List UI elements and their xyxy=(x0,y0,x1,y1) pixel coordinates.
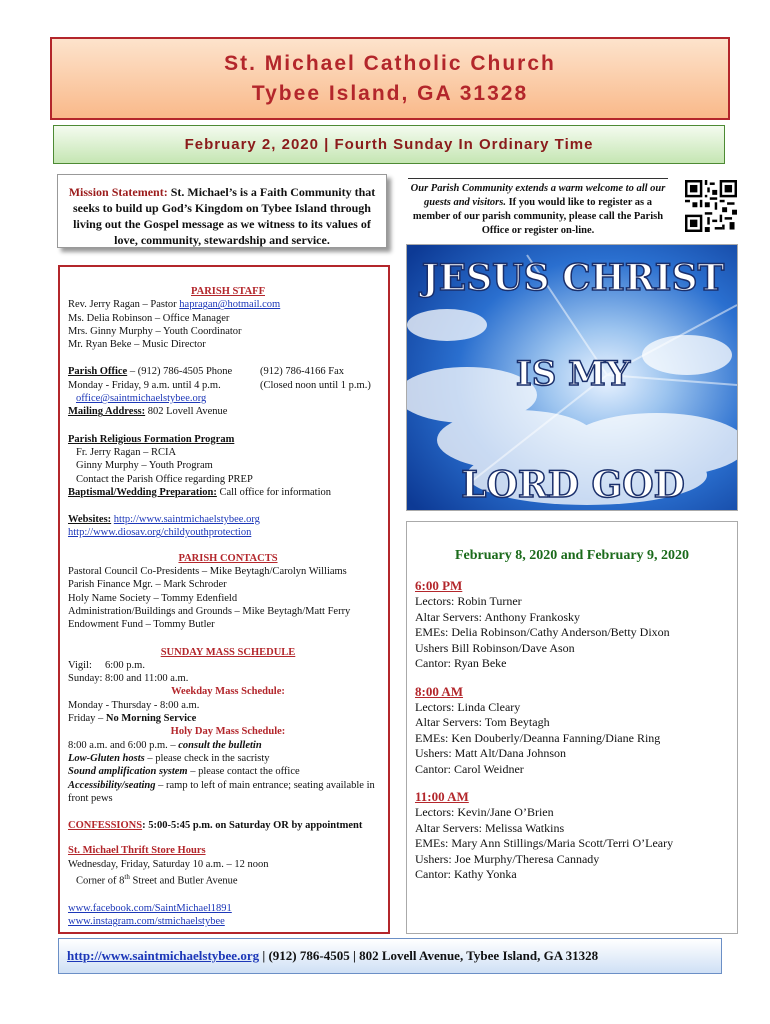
holy-day-note: consult the bulletin xyxy=(178,739,262,751)
mass-block-6pm xyxy=(415,578,729,672)
formation-title: Parish Religious Formation Program xyxy=(68,433,235,445)
vigil-time: Vigil: 6:00 p.m. xyxy=(68,659,145,671)
gluten-value: – please check in the sacristy xyxy=(144,752,270,764)
schedule-line: Cantor: Carol Weidner xyxy=(415,761,524,776)
sunday-time: Sunday: 8:00 and 11:00 a.m. xyxy=(68,673,189,685)
footer-address: | 802 Lovell Avenue, Tybee Island, GA 31328 xyxy=(352,948,599,963)
date-band: February 2, 2020 | Fourth Sunday In Ordinary Time xyxy=(53,125,725,164)
sound-label: Sound amplification system xyxy=(68,766,188,778)
confessions-label: CONFESSIONS xyxy=(68,820,143,832)
schedule-line: Ushers: Matt Alt/Dana Johnson xyxy=(415,746,566,760)
baptism-value: Call office for information xyxy=(216,486,331,498)
welcome-italic: Our Parish Community extends a warm welcome to all our guests and visitors. xyxy=(410,183,666,208)
websites xyxy=(68,513,388,526)
mission-text: St. Michael’s is a Faith Community that seeks to build up God’s Kingdom on Tybee Island through living out the Gospel message as we witness to its values of love, community, stewardship and service. xyxy=(73,185,376,247)
mailing-label: Mailing Address: xyxy=(68,406,146,418)
accessibility-info xyxy=(68,779,388,806)
formation-item: Ginny Murphy – Youth Program xyxy=(76,460,213,472)
friday-time xyxy=(68,712,388,725)
mailing-value: 802 Lovell Avenue xyxy=(145,406,228,418)
welcome-rest: If you would like to register as a member of our parish community, please call the Parish Office or register on-line. xyxy=(412,197,664,236)
schedule-line: Altar Servers: Anthony Frankosky xyxy=(415,609,580,624)
friday-label: Friday – xyxy=(68,713,106,725)
office-phone-row xyxy=(68,365,388,378)
header-banner xyxy=(50,37,730,120)
pastor-label: Rev. Jerry Ragan – Pastor xyxy=(68,299,180,311)
mass-time: 6:00 PM xyxy=(415,578,463,593)
qr-code-icon[interactable] xyxy=(685,180,737,232)
thrift-hours: Wednesday, Friday, Saturday 10 a.m. – 12 noon xyxy=(68,858,269,870)
contact-item: Pastoral Council Co-Presidents – Mike Beytagh/Carolyn Williams xyxy=(68,566,347,578)
facebook-link[interactable]: www.facebook.com/SaintMichael1891 xyxy=(68,902,232,914)
mass-time: 8:00 AM xyxy=(415,683,464,699)
schedule-line: Cantor: Ryan Beke xyxy=(415,656,507,670)
weekday-title: Weekday Mass Schedule: xyxy=(171,686,285,698)
office-phone: – (912) 786-4505 Phone xyxy=(127,366,233,378)
confessions-info xyxy=(68,819,388,832)
schedule-line: Ushers: Joe Murphy/Theresa Cannady xyxy=(415,851,600,866)
confessions-value: : 5:00-5:45 p.m. on Saturday OR by appointment xyxy=(142,820,363,832)
staff-member: Ms. Delia Robinson – Office Manager xyxy=(68,312,230,324)
staff-member: Mrs. Ginny Murphy – Youth Coordinator xyxy=(68,325,242,337)
access-label: Accessibility/seating xyxy=(68,779,156,791)
contact-item: Administration/Buildings and Grounds – Mike Beytagh/Matt Ferry xyxy=(68,605,351,617)
website-link-1[interactable]: http://www.saintmichaelstybee.org xyxy=(113,514,260,526)
contact-item: Parish Finance Mgr. – Mark Schroder xyxy=(68,579,227,591)
mailing-address xyxy=(68,405,388,418)
schedule-line: Ushers Bill Robinson/Dave Ason xyxy=(415,640,575,655)
schedule-line: Lectors: Kevin/Jane O’Brien xyxy=(415,805,554,819)
contact-item: Holy Name Society – Tommy Edenfield xyxy=(68,592,238,604)
holy-day-label: 8:00 a.m. and 6:00 p.m. – xyxy=(68,739,179,751)
church-location: Tybee Island, GA 31328 xyxy=(251,82,529,105)
welcome-text xyxy=(408,178,668,238)
formation-item: Contact the Parish Office regarding PREP xyxy=(76,473,253,485)
holy-day-title: Holy Day Mass Schedule: xyxy=(170,726,286,738)
sound-value: – please contact the office xyxy=(187,766,300,778)
staff-pastor xyxy=(68,298,388,311)
access-value: – ramp to left of main entrance; seating available in front pews xyxy=(68,779,375,804)
office-email-link[interactable]: office@saintmichaelstybee.org xyxy=(76,393,207,405)
mission-label: Mission Statement: xyxy=(68,185,168,199)
jesus-christ-image xyxy=(406,244,738,511)
holy-day-time xyxy=(68,739,388,752)
schedule-title: February 8, 2020 and February 9, 2020 xyxy=(454,548,690,563)
website-link-2[interactable]: http://www.diosav.org/childyouthprotection xyxy=(68,527,252,539)
thrift-title: St. Michael Thrift Store Hours xyxy=(68,845,206,857)
staff-member: Mr. Ryan Beke – Music Director xyxy=(68,339,206,351)
baptism-label: Baptismal/Wedding Preparation: xyxy=(68,486,217,498)
mass-time: 11:00 AM xyxy=(415,789,469,804)
mass-block-11am xyxy=(415,789,729,883)
thrift-address-post: Street and Butler Avenue xyxy=(129,875,238,887)
footer-bar xyxy=(58,938,722,974)
office-label: Parish Office xyxy=(68,366,128,378)
schedule-line: EMEs: Ken Douberly/Deanna Fanning/Diane Ring xyxy=(415,730,661,745)
mass-schedule-title: SUNDAY MASS SCHEDULE xyxy=(160,646,296,658)
contact-item: Endowment Fund – Tommy Butler xyxy=(68,619,215,631)
sound-info xyxy=(68,765,388,778)
schedule-line: EMEs: Mary Ann Stillings/Maria Scott/Terri O’Leary xyxy=(415,836,674,850)
schedule-line: Altar Servers: Melissa Watkins xyxy=(415,820,565,835)
baptism-info xyxy=(68,486,388,499)
thrift-address-sup: th xyxy=(124,872,130,881)
formation-item: Fr. Jerry Ragan – RCIA xyxy=(76,446,177,458)
mission-statement xyxy=(57,174,387,248)
contacts-title: PARISH CONTACTS xyxy=(178,552,278,564)
office-hours-row xyxy=(68,379,388,392)
thrift-address-pre: Corner of 8 xyxy=(76,875,125,887)
footer-phone: | (912) 786-4505 xyxy=(262,948,350,963)
photo-line-1: JESUS CHRIST xyxy=(421,257,725,299)
photo-line-3: LORD GOD xyxy=(461,464,685,506)
pastor-email-link[interactable]: hapragan@hotmail.com xyxy=(179,299,281,311)
schedule-line: EMEs: Delia Robinson/Cathy Anderson/Betty Dixon xyxy=(415,625,670,639)
schedule-line: Lectors: Robin Turner xyxy=(415,594,522,608)
websites-label: Websites: xyxy=(68,514,112,526)
gluten-info xyxy=(68,752,388,765)
friday-note: No Morning Service xyxy=(105,713,197,725)
photo-line-2: IS MY xyxy=(515,354,631,394)
instagram-link[interactable]: www.instagram.com/stmichaelstybee xyxy=(68,916,225,928)
office-hours: Monday - Friday, 9 a.m. until 4 p.m. xyxy=(68,379,221,391)
office-closed: (Closed noon until 1 p.m.) xyxy=(260,379,371,391)
staff-title: PARISH STAFF xyxy=(191,286,265,297)
thrift-address xyxy=(68,871,388,888)
parish-info-box xyxy=(58,265,390,934)
footer-website-link[interactable]: http://www.saintmichaelstybee.org xyxy=(67,948,260,963)
schedule-line: Cantor: Kathy Yonka xyxy=(415,867,517,881)
office-fax: (912) 786-4166 Fax xyxy=(260,366,344,378)
schedule-line: Lectors: Linda Cleary xyxy=(415,699,521,714)
church-name: St. Michael Catholic Church xyxy=(224,52,556,75)
mass-block-8am xyxy=(415,684,729,778)
ministry-schedule-box xyxy=(406,521,738,934)
schedule-line: Altar Servers: Tom Beytagh xyxy=(415,715,550,729)
weekday-time: Monday - Thursday - 8:00 a.m. xyxy=(68,699,200,711)
gluten-label: Low-Gluten hosts xyxy=(68,752,145,764)
